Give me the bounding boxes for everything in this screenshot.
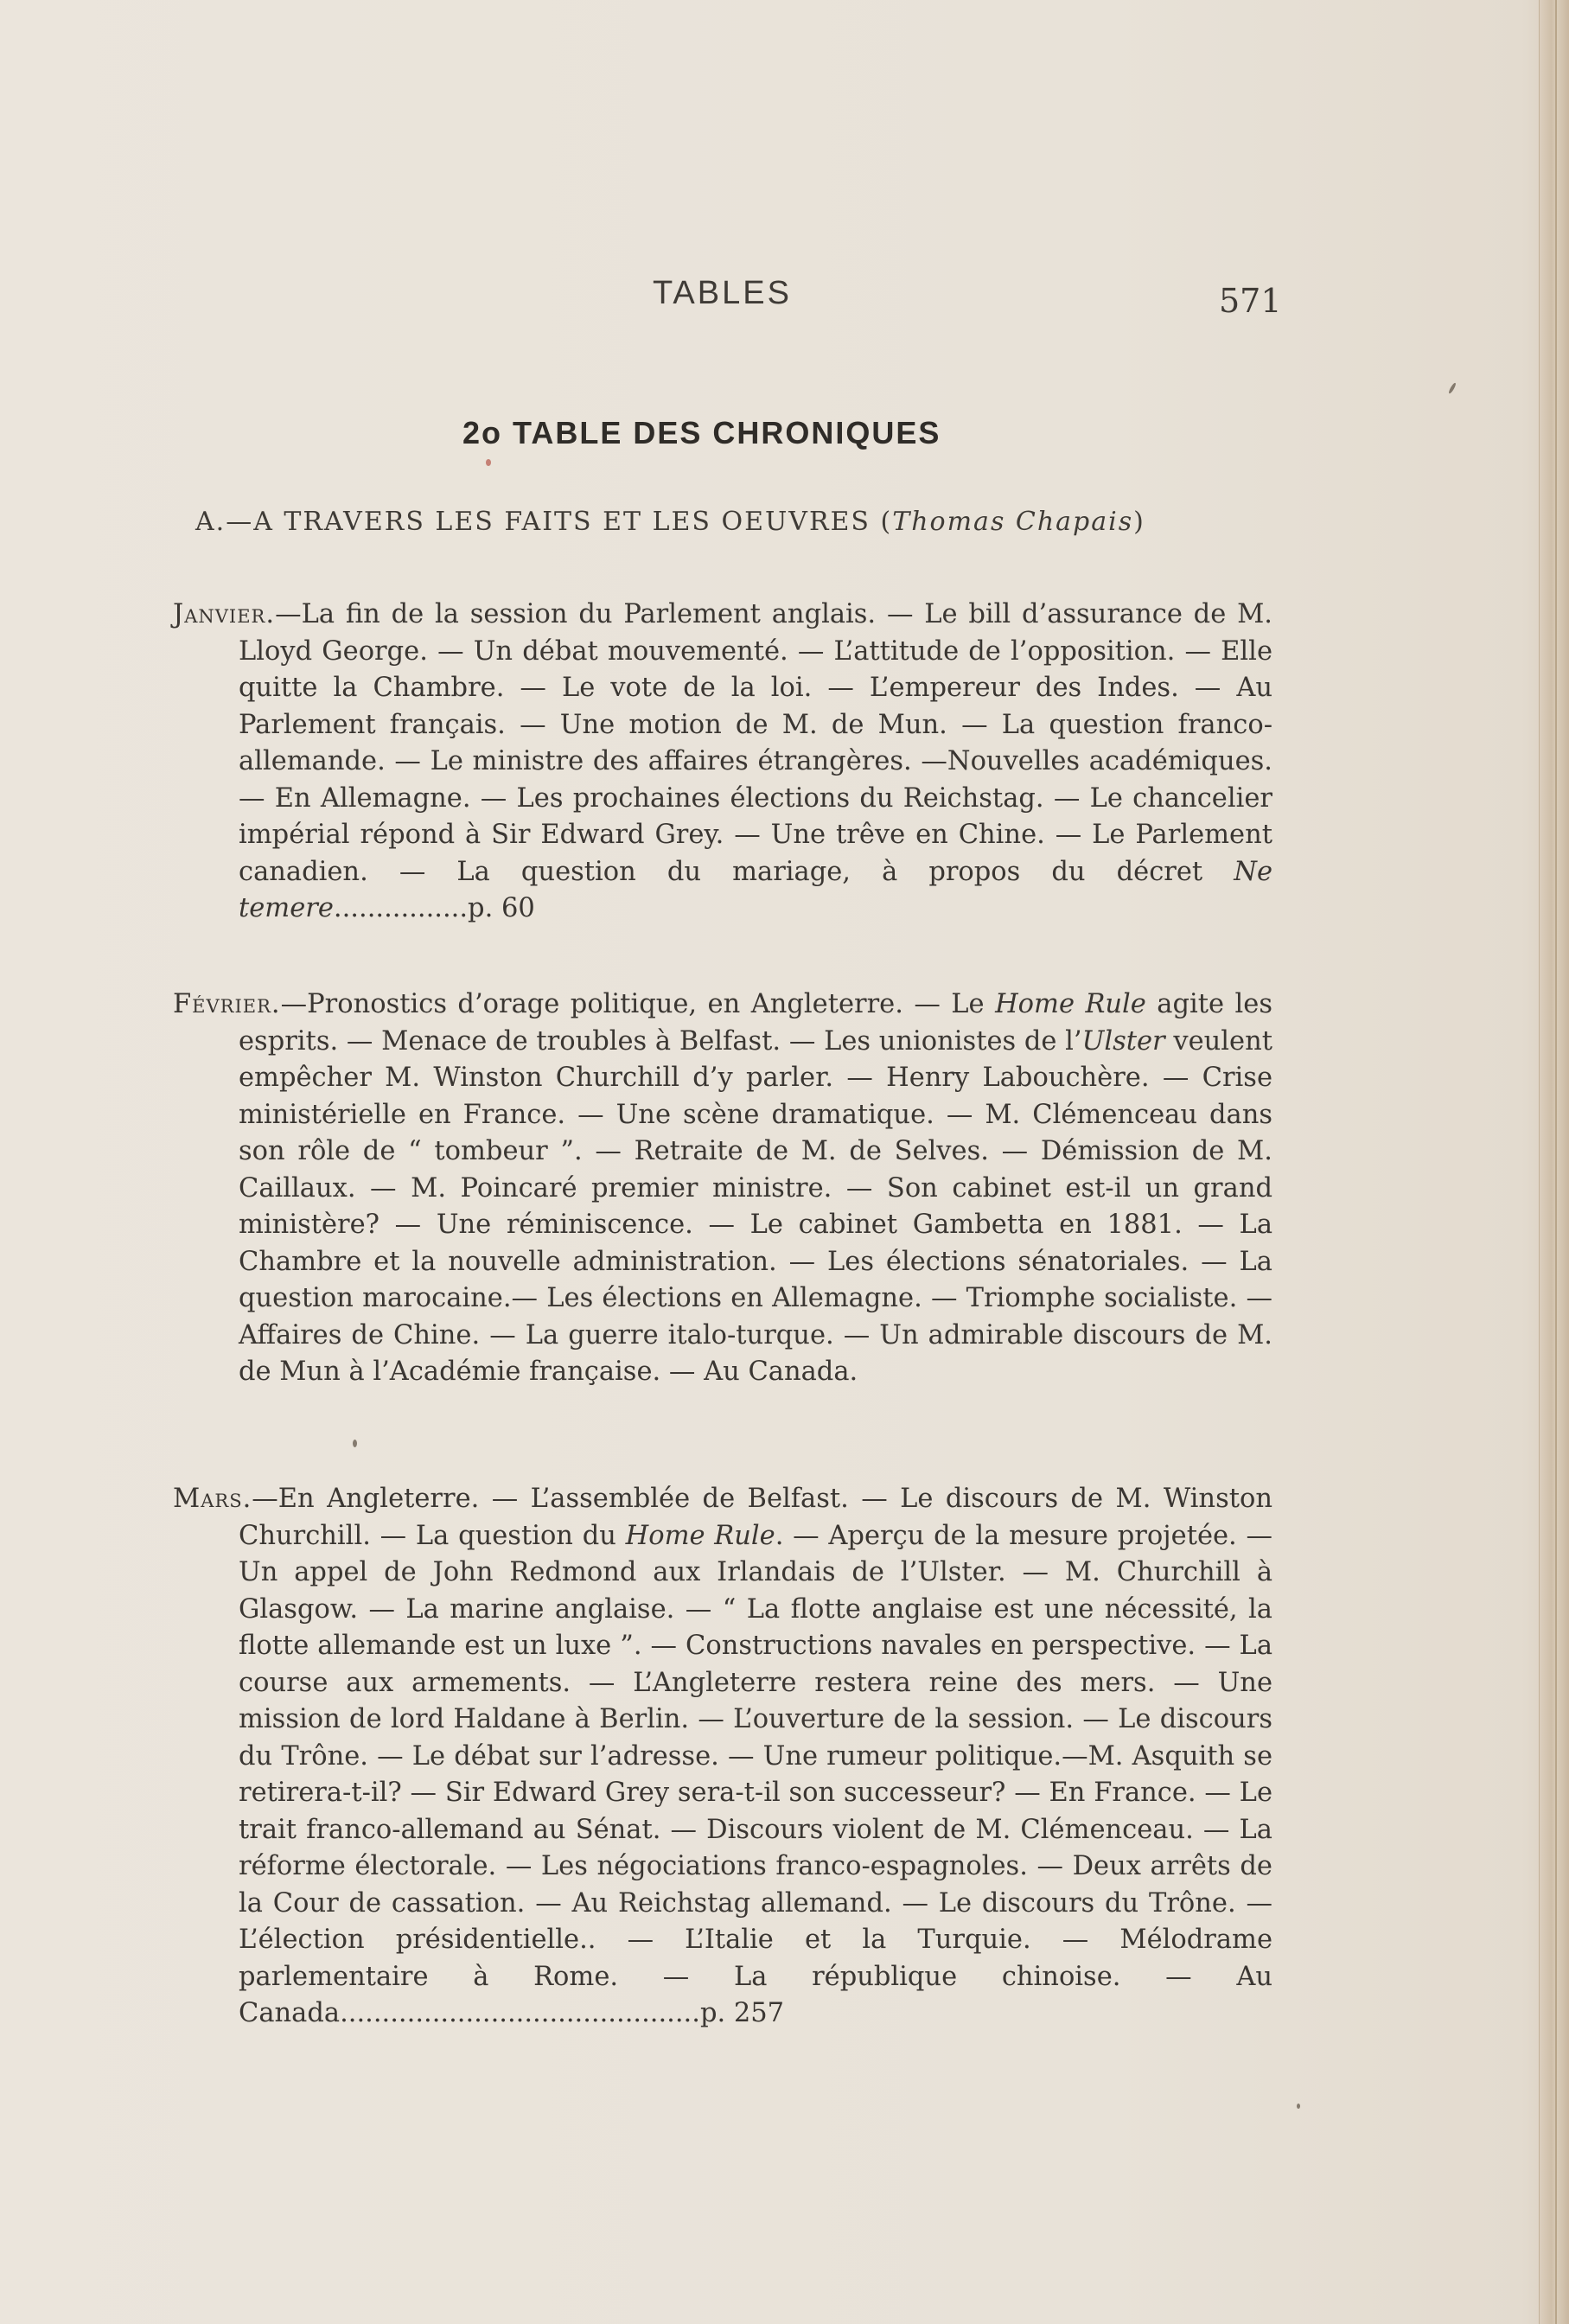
entry-month: Février.: [173, 989, 281, 1019]
page-edge-line: [1555, 0, 1557, 2324]
entry-month: Mars.: [173, 1484, 252, 1514]
chronicle-entry-janvier: [173, 597, 1272, 928]
entry-italic: Home Rule: [625, 1520, 775, 1551]
paper-speck: [486, 459, 491, 466]
entry-text: —Pronostics d’orage politique, en Angleterre. — Le: [280, 989, 996, 1019]
subtitle-suffix: ): [1133, 507, 1145, 537]
subtitle-prefix: A.—A TRAVERS LES FAITS ET LES OEUVRES (: [195, 507, 893, 537]
paper-speck: [353, 1440, 357, 1447]
entry-text: veulent empêcher M. Winston Churchill d’y parler. — Henry Labouchère. — Crise ministérielle en France. — Une scène dramatique. — M. Clémenceau dans son rôle de “ tombeur ”. — Retraite de M. de Selves. — Démission de M. Caillaux. — M. Poincaré premier ministre. — Son cabinet est-il un grand ministère? — Une réminiscence. — Le cabinet Gambetta en 1881. — La Chambre et la nouvelle administration. — Les élections sénatoriales. — La question marocaine.— Les élections en Allemagne. — Triomphe socialiste. — Affaires de Chine. — La guerre italo-turque. — Un admirable discours de M. de Mun à l’Académie française. — Au Canada.: [239, 1025, 1272, 1387]
entry-text: agite les esprits. — Menace de troubles à Belfast. — Les unionistes de l’: [239, 989, 1272, 1057]
running-title: TABLES: [653, 275, 792, 311]
entry-italic: Ne temere: [239, 856, 1272, 923]
paper-speck: [1297, 2104, 1300, 2109]
entry-month: Janvier.: [173, 599, 276, 629]
page-number: 571: [1219, 282, 1282, 320]
entry-italic: Home Rule: [995, 989, 1146, 1019]
section-subtitle: [195, 507, 1267, 537]
entry-text: —En Angleterre. — L’assemblée de Belfast. — Le discours de M. Winston Churchill. — La question du: [239, 1484, 1272, 1551]
entry-italic: Ulster: [1081, 1025, 1165, 1057]
paper-speck: [1448, 382, 1457, 394]
section-title: 2o TABLE DES CHRONIQUES: [462, 415, 941, 450]
chronicle-entry-mars: [173, 1481, 1272, 2033]
entry-page-ref: ...........................................p. 257: [340, 1998, 785, 2028]
subtitle-author: Thomas Chapais: [892, 507, 1134, 537]
entry-text: —La fin de la session du Parlement anglais. — Le bill d’assurance de M. Lloyd George. — Un débat mouvementé. — L’attitude de l’opposition. — Elle quitte la Chambre. — Le vote de la loi. — L’empereur des Indes. — Au Parlement français. — Une motion de M. de Mun. — La question franco-allemande. — Le ministre des affaires étrangères. —Nouvelles académiques. — En Allemagne. — Les prochaines élections du Reichstag. — Le chancelier impérial répond à Sir Edward Grey. — Une trêve en Chine. — Le Parlement canadien. — La question du mariage, à propos du décret: [239, 599, 1272, 887]
page-edge: [1539, 0, 1569, 2324]
entry-page-ref: ................p. 60: [333, 893, 535, 923]
chronicle-entry-fevrier: [173, 986, 1272, 1391]
entry-text: . — Aperçu de la mesure projetée. — Un appel de John Redmond aux Irlandais de l’Ulster. — M. Churchill à Glasgow. — La marine anglaise. — “ La flotte anglaise est une nécessité, la flotte allemande est un luxe ”. — Constructions navales en perspective. — La course aux armements. — L’Angleterre restera reine des mers. — Une mission de lord Haldane à Berlin. — L’ouverture de la session. — Le discours du Trône. — Le débat sur l’adresse. — Une rumeur politique.—M. Asquith se retirera-t-il? — Sir Edward Grey sera-t-il son successeur? — En France. — Le trait franco-allemand au Sénat. — Discours violent de M. Clémenceau. — La réforme électorale. — Les négociations franco-espagnoles. — Deux arrêts de la Cour de cassation. — Au Reichstag allemand. — Le discours du Trône. — L’élection présidentielle.. — L’Italie et la Turquie. — Mélodrame parlementaire à Rome. — La république chinoise. — Au Canada: [239, 1520, 1272, 2028]
